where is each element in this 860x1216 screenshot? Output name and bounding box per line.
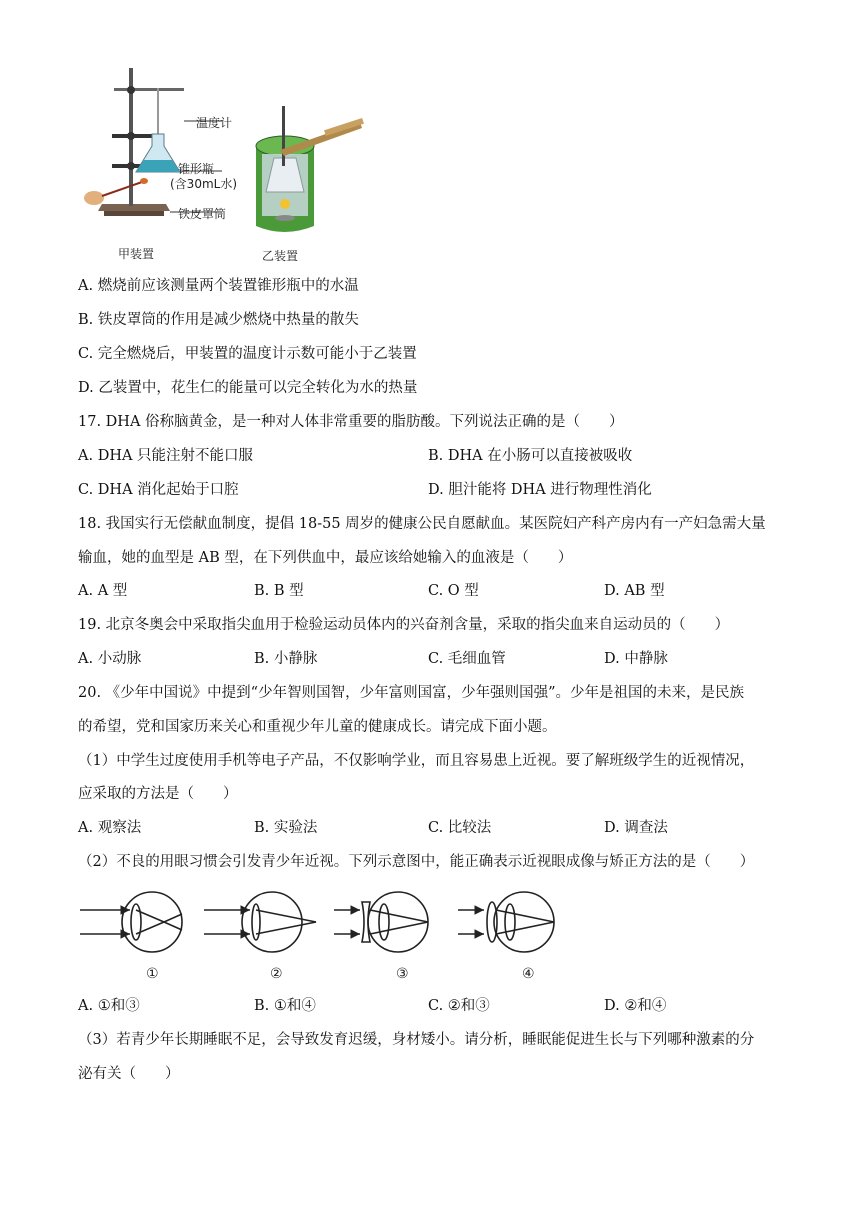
q18-option-a: A. A 型 <box>78 583 128 599</box>
q20-sub2-option-d: D. ②和④ <box>604 998 667 1014</box>
device-a-caption: 甲装置 <box>118 247 155 261</box>
q17-option-a: A. DHA 只能注射不能口服 <box>78 448 254 464</box>
q18-option-d: D. AB 型 <box>604 583 665 599</box>
q19-stem: 19. 北京冬奥会中采取指尖血用于检验运动员体内的兴奋剂含量，采取的指尖血来自运动员的（ ） <box>78 617 730 633</box>
eye-diagram-4 <box>458 892 554 952</box>
device-b-caption: 乙装置 <box>262 249 299 263</box>
q17-option-c: C. DHA 消化起始于口腔 <box>78 482 239 498</box>
q20-sub1-line2: 应采取的方法是（ ） <box>78 786 238 802</box>
hand-holding-peanut <box>84 178 148 205</box>
q18-option-b: B. B 型 <box>254 583 304 599</box>
eye-label-2: ② <box>270 966 283 982</box>
q16-option-c: C. 完全燃烧后，甲装置的温度计示数可能小于乙装置 <box>78 346 417 362</box>
q20-sub1-option-c: C. 比较法 <box>428 820 492 836</box>
q16-option-b: B. 铁皮罩筒的作用是减少燃烧中热量的散失 <box>78 312 359 328</box>
q17-option-b: B. DHA 在小肠可以直接被吸收 <box>428 448 633 464</box>
q20-sub2-stem: （2）不良的用眼习惯会引发青少年近视。下列示意图中，能正确表示近视眼成像与矫正方法的是（ ） <box>78 854 755 870</box>
q20-stem-line2: 的希望，党和国家历来关心和重视少年儿童的健康成长。请完成下面小题。 <box>78 719 557 735</box>
q20-sub1-option-a: A. 观察法 <box>78 820 142 836</box>
q18-stem-line2: 输血，她的血型是 AB 型，在下列供血中，最应该给她输入的血液是（ ） <box>78 550 573 566</box>
q20-sub1-option-b: B. 实验法 <box>254 820 318 836</box>
thermometer-b <box>282 106 285 166</box>
q18-stem-line1: 18. 我国实行无偿献血制度，提倡 18-55 周岁的健康公民自愿献血。某医院妇产科产房内有一产妇急需大量 <box>78 516 766 532</box>
eye-diagram-2 <box>204 892 316 952</box>
q19-option-c: C. 毛细血管 <box>428 651 506 667</box>
eye-label-1: ① <box>146 966 159 982</box>
q19-option-a: A. 小动脉 <box>78 651 142 667</box>
q20-sub2-option-c: C. ②和③ <box>428 998 490 1014</box>
flask-sublabel: (含30mL水) <box>170 177 238 191</box>
shield-label: 铁皮罩筒 <box>178 207 227 221</box>
q20-sub3-line2: 泌有关（ ） <box>78 1066 180 1082</box>
q16-option-a: A. 燃烧前应该测量两个装置锥形瓶中的水温 <box>78 278 359 294</box>
eye-label-4: ④ <box>522 966 535 982</box>
q20-sub2-option-b: B. ①和④ <box>254 998 316 1014</box>
q17-stem: 17. DHA 俗称脑黄金，是一种对人体非常重要的脂肪酸。下列说法正确的是（ ） <box>78 414 624 430</box>
q16-option-d: D. 乙装置中，花生仁的能量可以完全转化为水的热量 <box>78 380 418 396</box>
q19-option-b: B. 小静脉 <box>254 651 318 667</box>
eye-label-3: ③ <box>396 966 409 982</box>
q20-sub1-line1: （1）中学生过度使用手机等电子产品，不仅影响学业，而且容易患上近视。要了解班级学生的近视情况， <box>78 753 755 769</box>
q17-option-d: D. 胆汁能将 DHA 进行物理性消化 <box>428 482 652 498</box>
q19-option-d: D. 中静脉 <box>604 651 668 667</box>
apparatus-figure <box>84 66 374 266</box>
q20-sub1-option-d: D. 调查法 <box>604 820 668 836</box>
eye-diagram-3 <box>334 892 428 952</box>
flask-a <box>136 134 180 172</box>
flask-label: 锥形瓶 <box>178 162 215 176</box>
eye-diagram-1 <box>80 892 182 952</box>
q18-option-c: C. O 型 <box>428 583 479 599</box>
q20-sub3-line1: （3）若青少年长期睡眠不足，会导致发育迟缓，身材矮小。请分析，睡眠能促进生长与下列哪种激素的分 <box>78 1032 755 1048</box>
q20-stem-line1: 20. 《少年中国说》中提到“少年智则国智，少年富则国富，少年强则国强”。少年是祖国的未来，是民族 <box>78 685 744 701</box>
thermometer-label: 温度计 <box>196 116 233 130</box>
q20-sub2-option-a: A. ①和③ <box>78 998 140 1014</box>
